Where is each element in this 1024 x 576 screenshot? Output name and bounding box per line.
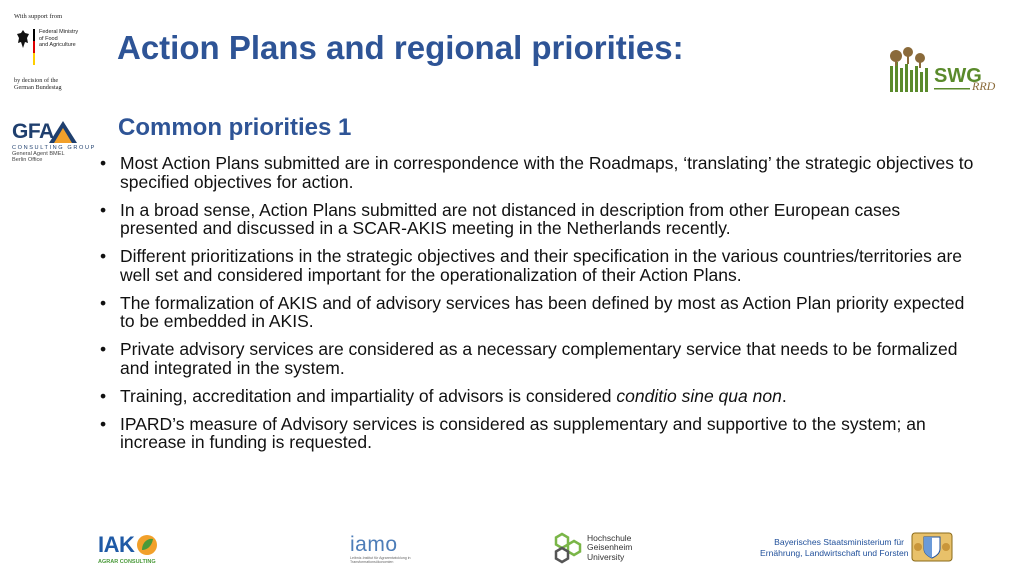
swg-wordmark: SWG: [934, 65, 982, 87]
bmel-logo: [14, 13, 94, 91]
gfa-triangle-icon: [48, 120, 78, 144]
gfa-logo: [12, 118, 102, 164]
section-subtitle: Common priorities 1: [118, 114, 352, 141]
hexagon-molecule-icon: [552, 532, 584, 564]
geisenheim-name: Hochschule Geisenheim University: [587, 532, 633, 562]
page-title: Action Plans and regional priorities:: [117, 29, 684, 66]
list-item: • In a broad sense, Action Plans submitted are not distanced in description from other European cases presented and discussed in a SCAR-AKIS meeting in the Netherlands recently.: [100, 201, 980, 238]
iamo-subtitle: Leibniz-Institut für Agrarentwicklung in Transformationsökonomien: [350, 556, 411, 565]
federal-eagle-icon: [16, 29, 30, 49]
geisenheim-logo: [552, 532, 632, 564]
list-item: • Most Action Plans submitted are in correspondence with the Roadmaps, ‘translating’ the strategic objectives to specified objectives for action.: [100, 154, 980, 191]
german-flag-bar: [33, 29, 35, 65]
latin-emphasis: conditio sine qua non: [616, 385, 782, 406]
leaf-globe-icon: [136, 534, 158, 556]
bmel-support-text: With support from: [14, 13, 63, 20]
iak-logo: [98, 532, 158, 565]
iak-wordmark: IAK: [98, 532, 135, 557]
list-item: • IPARD’s measure of Advisory services is considered as supplementary and supportive to the system; an increase in funding is requested.: [100, 415, 980, 452]
gfa-wordmark: GFA: [12, 120, 54, 143]
gfa-tagline: CONSULTING GROUP: [12, 145, 96, 151]
bmel-decision-text: by decision of the German Bundestag: [14, 77, 62, 91]
list-item: • Training, accreditation and impartiality of advisors is considered conditio sine qua non.: [100, 387, 980, 406]
bavarian-ministry-name: Bayerisches Staatsministerium für Ernährung, Landwirtschaft und Forsten: [760, 537, 909, 558]
iamo-logo: [350, 534, 420, 564]
gfa-agent-text: General Agent BMEL Berlin Office: [12, 151, 65, 164]
iak-subtitle: AGRAR CONSULTING: [98, 559, 156, 565]
swg-suffix: RRD: [972, 79, 996, 93]
partner-logos-footer: [0, 528, 1024, 572]
swg-rrd-logo: [888, 44, 1002, 96]
bmel-ministry-name: Federal Ministry of Food and Agriculture: [39, 29, 79, 48]
list-item: • Different prioritizations in the strategic objectives and their specification in the various countries/territories are well set and considered important for the operationalization of their Action Plans.: [100, 247, 980, 284]
iamo-wordmark: iamo: [350, 533, 398, 556]
bavarian-crest-icon: [910, 531, 954, 563]
list-item: • Private advisory services are considered as a necessary complementary service that needs to be formalized and integrated in the system.: [100, 340, 980, 377]
list-item: • The formalization of AKIS and of advisory services has been defined by most as Action Plan priority expected to be embedded in AKIS.: [100, 294, 980, 331]
priorities-list: [100, 154, 980, 461]
